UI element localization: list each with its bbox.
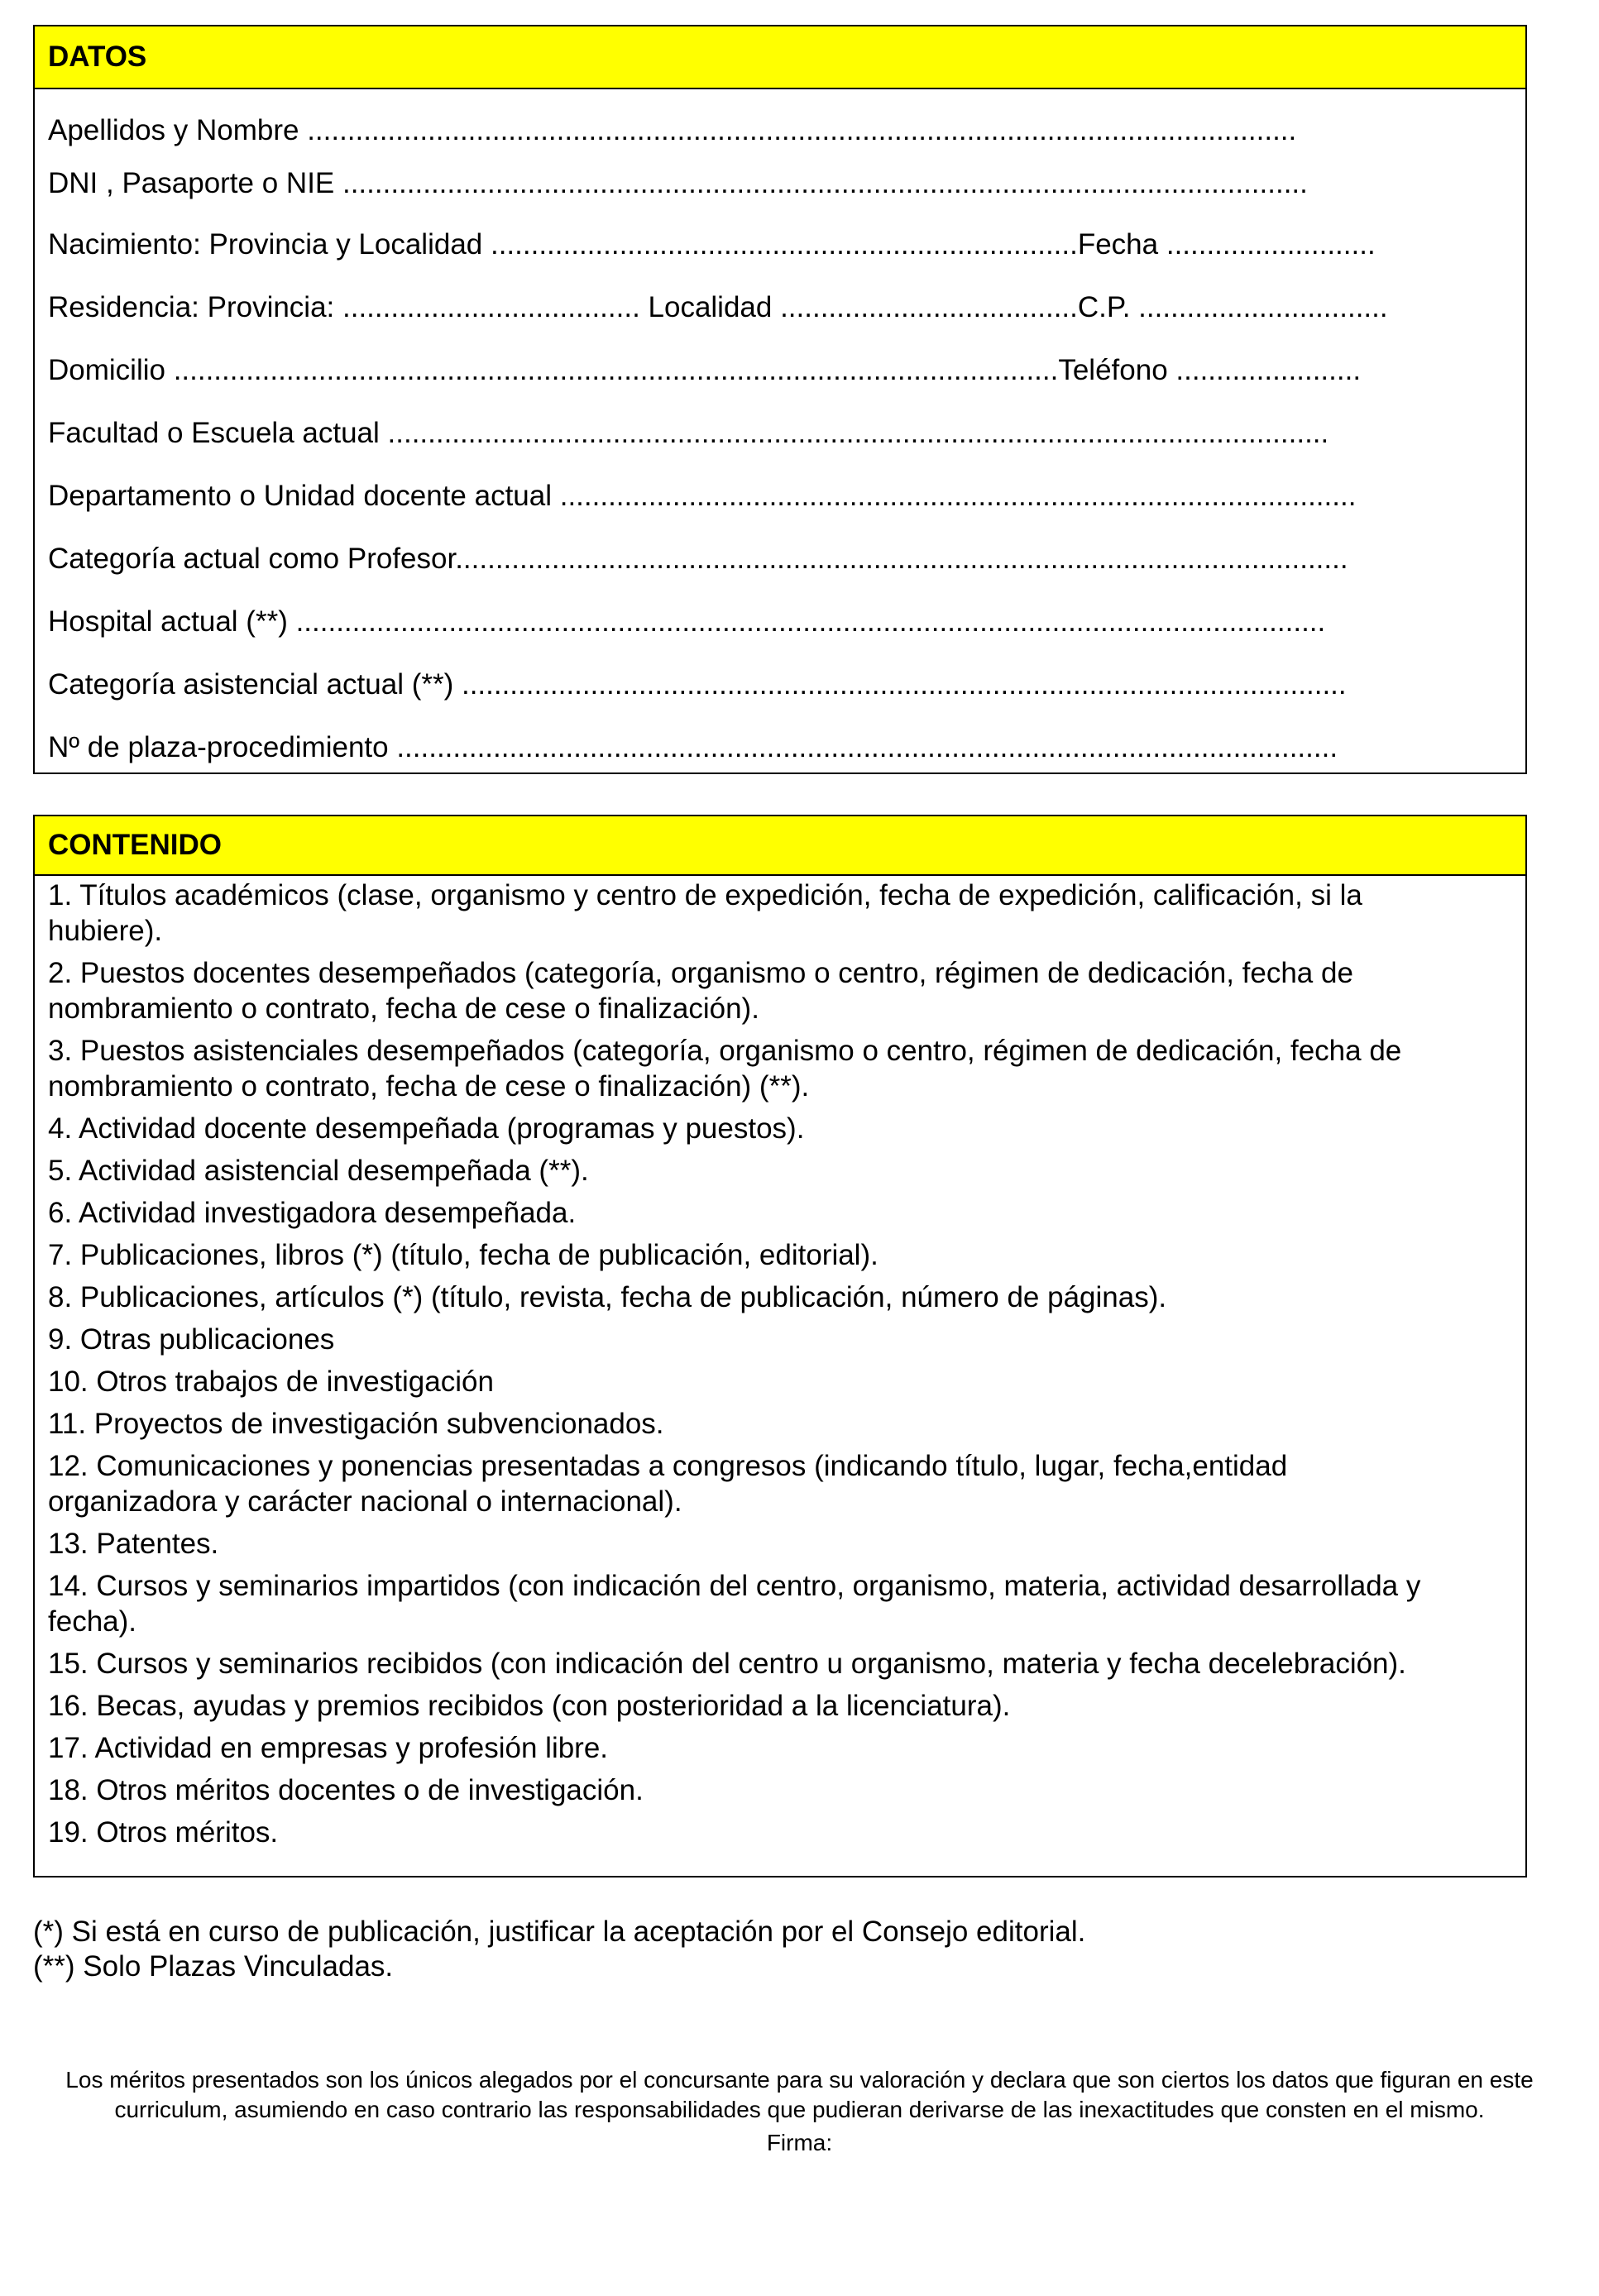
note-publicacion: (*) Si está en curso de publicación, justificar la aceptación por el Consejo editorial.: [33, 1916, 1086, 1948]
list-item: 15. Cursos y seminarios recibidos (con indicación del centro u organismo, materia y fecha decelebración).: [48, 1648, 1406, 1680]
list-item: 14. Cursos y seminarios impartidos (con indicación del centro, organismo, materia, actividad desarrollada y fecha).: [48, 1570, 1421, 1638]
list-item: 8. Publicaciones, artículos (*) (título, revista, fecha de publicación, número de páginas).: [48, 1281, 1167, 1313]
list-item: 11. Proyectos de investigación subvencionados.: [48, 1408, 664, 1440]
datos-section: [33, 25, 1527, 774]
list-item: 2. Puestos docentes desempeñados (categoría, organismo o centro, régimen de dedicación, fecha de nombramiento o contrato, fecha de cese o finalización).: [48, 957, 1353, 1025]
field-facultad[interactable]: Facultad o Escuela actual .....................................................................................................................: [48, 417, 1329, 449]
field-plaza-procedimiento[interactable]: Nº de plaza-procedimiento .....................................................................................................................: [48, 731, 1338, 763]
list-item: 5. Actividad asistencial desempeñada (**).: [48, 1155, 589, 1187]
list-item: 4. Actividad docente desempeñada (programas y puestos).: [48, 1112, 805, 1145]
declaration-text: Los méritos presentados son los únicos alegados por el concursante para su valoración y declara que son ciertos los datos que figuran en este curriculum, asumiendo en caso contrario las responsabilidades que pudieran derivarse de las inexactitudes que consten en el mismo.: [65, 2067, 1534, 2122]
list-item: 1. Títulos académicos (clase, organismo y centro de expedición, fecha de expedición, calificación, si la hubiere).: [48, 879, 1362, 947]
field-categoria-profesor[interactable]: Categoría actual como Profesor...............................................................................................................: [48, 543, 1348, 575]
field-apellidos-nombre[interactable]: Apellidos y Nombre ...........................................................................................................................: [48, 114, 1297, 146]
field-categoria-asistencial[interactable]: Categoría asistencial actual (**) ..............................................................................................................: [48, 668, 1347, 701]
field-hospital[interactable]: Hospital actual (**) ................................................................................................................................: [48, 605, 1326, 638]
list-item: 10. Otros trabajos de investigación: [48, 1366, 494, 1398]
declaration-block: [25, 2065, 1574, 2158]
field-residencia[interactable]: Residencia: Provincia: ..................................... Localidad .....................................C.P. ...............................: [48, 291, 1388, 323]
list-item: 6. Actividad investigadora desempeñada.: [48, 1197, 577, 1229]
contenido-list: [48, 878, 1512, 1850]
field-domicilio[interactable]: Domicilio ..............................................................................................................Teléfono .......................: [48, 354, 1362, 386]
list-item: 19. Otros méritos.: [48, 1816, 279, 1849]
contenido-header: CONTENIDO: [35, 816, 1525, 876]
list-item: 17. Actividad en empresas y profesión libre.: [48, 1732, 609, 1764]
list-item: 9. Otras publicaciones: [48, 1323, 335, 1356]
list-item: 18. Otros méritos docentes o de investigación.: [48, 1774, 644, 1806]
note-plazas-vinculadas: (**) Solo Plazas Vinculadas.: [33, 1950, 394, 1983]
firma-label[interactable]: Firma:: [766, 2130, 833, 2155]
list-item: 3. Puestos asistenciales desempeñados (categoría, organismo o centro, régimen de dedicación, fecha de nombramiento o contrato, fecha de cese o finalización) (**).: [48, 1035, 1402, 1103]
datos-header: DATOS: [35, 26, 1525, 89]
contenido-section: [33, 815, 1527, 1877]
list-item: 13. Patentes.: [48, 1528, 219, 1560]
field-nacimiento[interactable]: Nacimiento: Provincia y Localidad .........................................................................Fecha ..........................: [48, 228, 1376, 261]
list-item: 12. Comunicaciones y ponencias presentadas a congresos (indicando título, lugar, fecha,entidad organizadora y carácter nacional o internacional).: [48, 1450, 1288, 1518]
field-dni[interactable]: DNI , Pasaporte o NIE ........................................................................................................................: [48, 167, 1308, 199]
list-item: 16. Becas, ayudas y premios recibidos (con posterioridad a la licenciatura).: [48, 1690, 1011, 1722]
field-departamento[interactable]: Departamento o Unidad docente actual ...................................................................................................: [48, 480, 1357, 512]
list-item: 7. Publicaciones, libros (*) (título, fecha de publicación, editorial).: [48, 1239, 878, 1271]
